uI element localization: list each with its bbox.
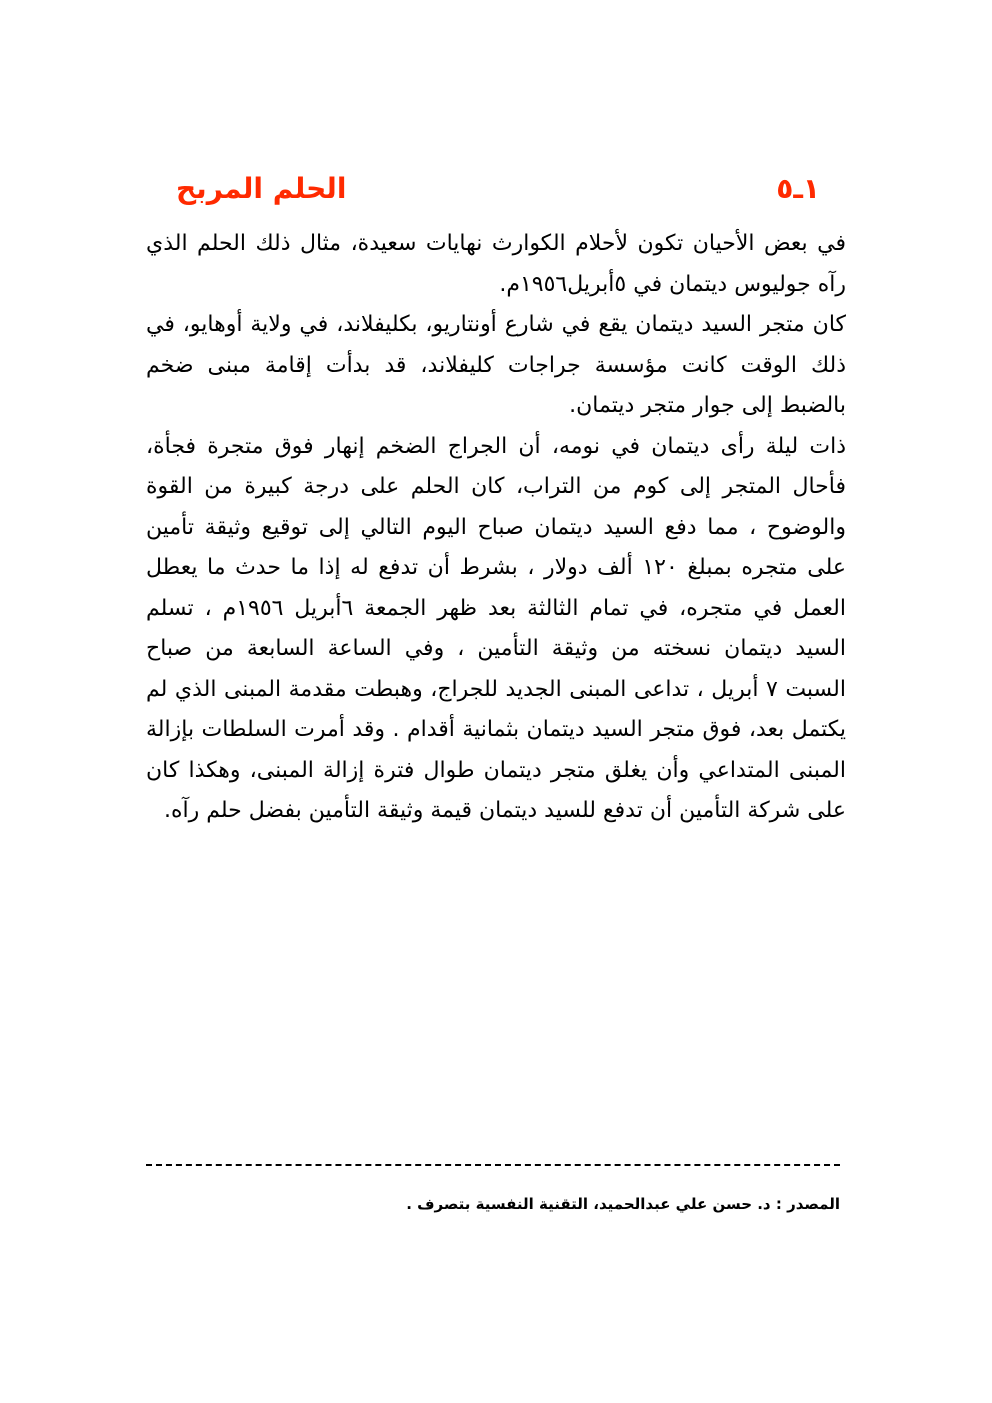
footnote-divider [146,1164,840,1166]
source-citation: المصدر : د. حسن علي عبدالحميد، التقنية النفسية بتصرف . [406,1195,840,1213]
section-heading [160,164,820,214]
paragraph-setting: كان متجر السيد ديتمان يقع في شارع أونتاريو، بكليفلاند، في ولاية أوهايو، في ذلك الوقت كانت مؤسسة جراجات كليفلاند، قد بدأت إقامة مبنى ضخم بالضبط إلى جوار متجر ديتمان. [146,312,846,418]
body-text [146,224,846,832]
section-title: الحلم المربح [176,172,347,205]
paragraph-intro: في بعض الأحيان تكون لأحلام الكوارث نهايات سعيدة، مثال ذلك الحلم الذي رآه جوليوس ديتمان في ٥أبريل١٩٥٦م. [146,231,846,297]
section-number: ١ـ٥ [776,172,820,205]
paragraph-dream: ذات ليلة رأى ديتمان في نومه، أن الجراج الضخم إنهار فوق متجرة فجأة، فأحال المتجر إلى كوم من التراب، كان الحلم على درجة كبيرة من القوة والوضوح ، مما دفع السيد ديتمان صباح اليوم التالي إلى توقيع وثيقة تأمين على متجره بمبلغ ١٢٠ ألف دولار ، بشرط أن تدفع له إذا ما حدث ما يعطل العمل في متجره، في تمام الثالثة بعد ظهر الجمعة ٦أبريل ١٩٥٦م ، تسلم السيد ديتمان نسخته من وثيقة التأمين ، وفي الساعة السابعة من صباح السبت ٧ أبريل ، تداعى المبنى الجديد للجراج، وهبطت مقدمة المبنى الذي لم يكتمل بعد، فوق متجر السيد ديتمان بثمانية أقدام . وقد أمرت السلطات بإزالة المبنى المتداعي وأن يغلق متجر ديتمان طوال فترة إزالة المبنى، وهكذا كان على شركة التأمين أن تدفع للسيد ديتمان قيمة وثيقة التأمين بفضل حلم رآه. [146,433,846,823]
